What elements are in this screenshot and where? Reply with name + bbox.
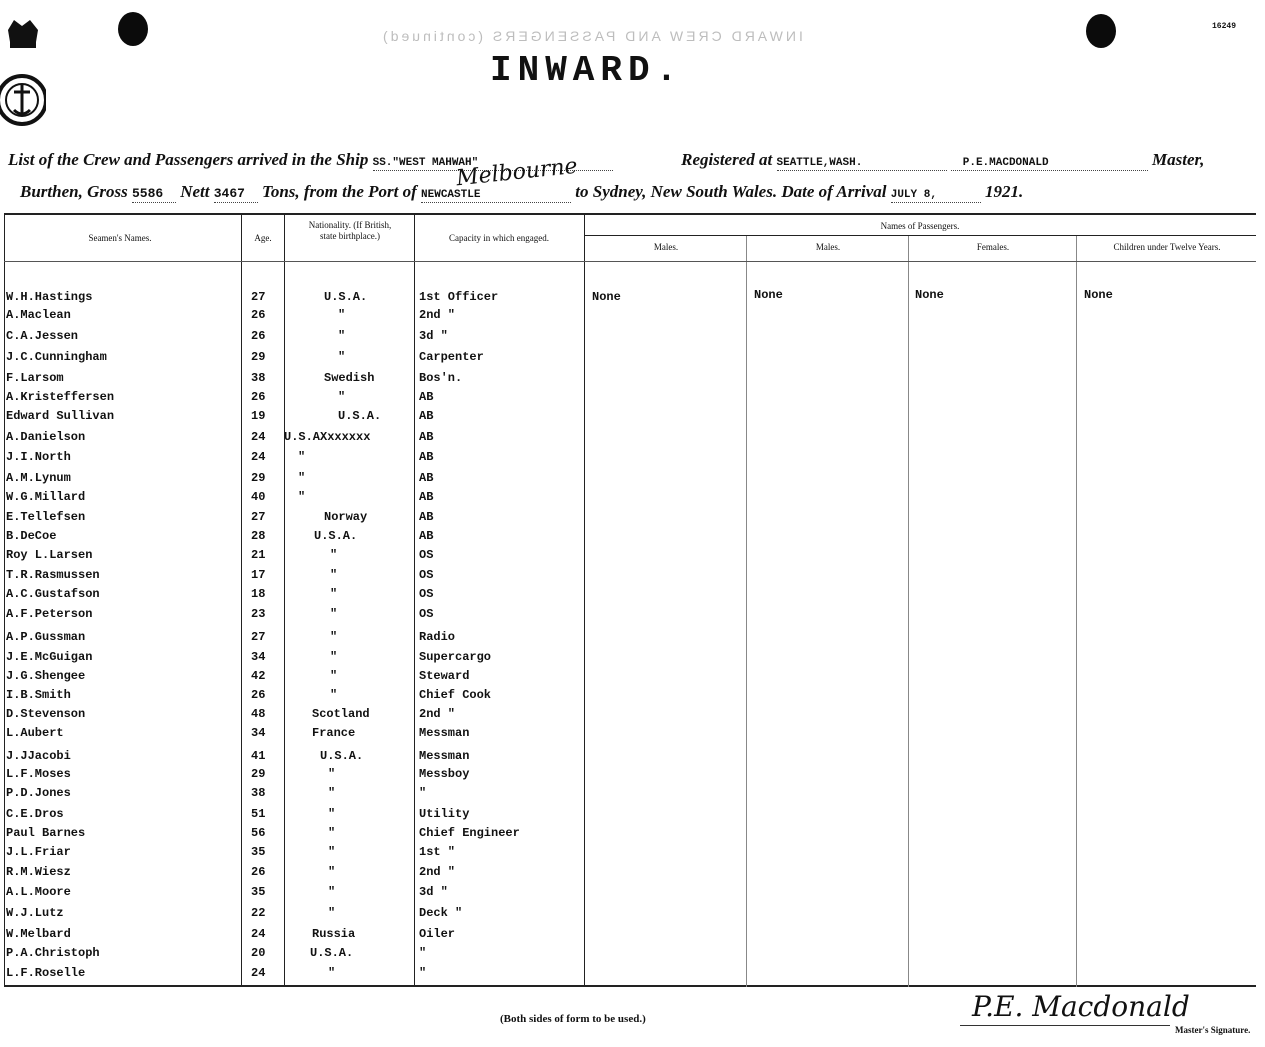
crew-capacity: Chief Cook [419,688,492,702]
crew-age: 38 [251,786,266,800]
crew-capacity: OS [419,607,434,621]
crew-capacity: Chief Engineer [419,826,520,840]
crew-name: F.Larsom [6,371,64,385]
crew-name: Roy L.Larsen [6,548,93,562]
header-line-2 [20,182,1260,203]
crew-age: 26 [251,308,266,322]
crew-age: 29 [251,767,266,781]
page-title: INWARD. [490,50,684,91]
crew-age: 24 [251,450,266,464]
crew-name: A.M.Lynum [6,471,71,485]
crew-capacity: AB [419,409,434,423]
crew-name: C.A.Jessen [6,329,79,343]
master-label: Master, [1152,150,1205,169]
crew-nationality: " [298,450,306,464]
crew-nationality: Russia [312,927,356,941]
crew-name: A.F.Peterson [6,607,93,621]
crew-nationality: " [330,630,338,644]
destination-label: to Sydney, New South Wales. [575,182,778,201]
crew-capacity: OS [419,568,434,582]
passengers-males-2: None [754,288,783,302]
crew-capacity: 3d " [419,329,448,343]
crew-name: W.J.Lutz [6,906,64,920]
crew-nationality: " [298,490,306,504]
crew-name: J.E.McGuigan [6,650,93,664]
crew-age: 27 [251,630,266,644]
crew-nationality: " [330,650,338,664]
crew-name: L.F.Moses [6,767,71,781]
crew-name: C.E.Dros [6,807,64,821]
crew-name: J.I.North [6,450,71,464]
list-label: List of the Crew and Passengers arrived in the Ship [8,150,369,169]
col-header-nationality: Nationality. (If British, state birthplace.) [308,220,392,241]
crew-capacity: " [419,946,427,960]
crew-age: 29 [251,350,266,364]
passengers-subheader-rule [584,235,1256,236]
crew-nationality: U.S.A. [310,946,354,960]
crew-nationality: Swedish [324,371,375,385]
crew-name: E.Tellefsen [6,510,86,524]
col-header-females: Females. [976,242,1010,252]
crew-nationality: " [328,966,336,980]
crew-age: 42 [251,669,266,683]
gross-tons: 5586 [131,186,164,201]
column-rule-passengers [584,213,585,987]
crew-name: J.JJacobi [6,749,71,763]
crew-age: 35 [251,845,266,859]
col-header-passengers: Names of Passengers. [880,221,960,231]
crew-age: 20 [251,946,266,960]
column-rule-capacity [414,213,415,987]
crew-name: J.L.Friar [6,845,71,859]
crew-capacity: OS [419,587,434,601]
crew-name: A.Danielson [6,430,86,444]
crew-capacity: AB [419,490,434,504]
crew-nationality: " [338,350,346,364]
crew-age: 26 [251,329,266,343]
punch-hole-right [1086,14,1116,48]
crew-nationality: " [328,826,336,840]
crew-age: 56 [251,826,266,840]
crew-name: L.Aubert [6,726,64,740]
crew-name: J.G.Shengee [6,669,86,683]
crew-nationality: " [328,845,336,859]
year-prefix: 19 [984,182,1002,201]
crew-nationality: " [338,390,346,404]
column-rule-children [1076,236,1077,987]
crew-nationality: " [328,906,336,920]
form-number: 16249 [1212,22,1237,31]
crew-age: 40 [251,490,266,504]
crew-nationality: Norway [324,510,368,524]
crew-capacity: AB [419,450,434,464]
crew-age: 28 [251,529,266,543]
registered-at: SEATTLE,WASH. [776,157,863,169]
table-left-rule [4,213,5,987]
crown-seal-icon [0,12,46,142]
crew-name: A.C.Gustafson [6,587,100,601]
passengers-males-1: None [592,290,621,304]
handwritten-port: Melbourne [455,153,579,192]
crew-age: 35 [251,885,266,899]
crew-name: A.P.Gussman [6,630,86,644]
crew-nationality: " [328,865,336,879]
crew-capacity: 3d " [419,885,448,899]
passengers-females: None [915,288,944,302]
crew-age: 29 [251,471,266,485]
col-header-males-1: Males. [653,242,679,252]
header-line-1 [8,150,1258,171]
col-header-age: Age. [254,233,272,243]
crew-age: 24 [251,927,266,941]
crew-capacity: 2nd " [419,308,456,322]
crew-nationality: " [338,308,346,322]
crew-age: 48 [251,707,266,721]
col-header-children: Children under Twelve Years. [1113,242,1221,252]
crew-capacity: AB [419,529,434,543]
crew-nationality: U.S.A. [338,409,382,423]
crew-nationality: " [330,607,338,621]
crew-capacity: Deck " [419,906,463,920]
crew-nationality: " [330,548,338,562]
crew-age: 24 [251,966,266,980]
crew-name: P.D.Jones [6,786,71,800]
crew-nationality: " [298,471,306,485]
registered-label: Registered at [681,150,773,169]
crew-capacity: 1st " [419,845,456,859]
crew-name: D.Stevenson [6,707,86,721]
column-rule-males2 [746,236,747,987]
crew-nationality: " [328,767,336,781]
passengers-children: None [1084,288,1113,302]
crew-capacity: " [419,966,427,980]
crew-age: 38 [251,371,266,385]
crew-nationality: U.S.A. [320,749,364,763]
crew-capacity: AB [419,390,434,404]
crew-age: 24 [251,430,266,444]
crew-capacity: Steward [419,669,470,683]
crew-name: A.Maclean [6,308,71,322]
crew-nationality: " [330,669,338,683]
crew-name: A.Kristeffersen [6,390,115,404]
crew-capacity: Radio [419,630,456,644]
crew-name: W.H.Hastings [6,290,93,304]
crew-nationality: " [328,807,336,821]
crew-nationality: " [328,885,336,899]
crew-capacity: 1st Officer [419,290,499,304]
crew-capacity: OS [419,548,434,562]
crew-nationality: U.S.AXxxxxxx [284,430,371,444]
nett-tons: 3467 [213,186,245,201]
col-header-males-2: Males. [815,242,841,252]
crew-capacity: Oiler [419,927,456,941]
nett-label: Nett [180,182,210,201]
signature-label: Master's Signature. [1175,1025,1251,1035]
crew-age: 18 [251,587,266,601]
col-header-names: Seamen's Names. [88,233,152,243]
crew-age: 26 [251,865,266,879]
crew-age: 27 [251,290,266,304]
crew-name: Paul Barnes [6,826,86,840]
crew-nationality: " [330,568,338,582]
master-signature: P.E. Macdonald [972,990,1190,1023]
ship-name: SS."WEST MAHWAH" [372,157,479,169]
burthen-label: Burthen, Gross [20,182,128,201]
crew-age: 34 [251,650,266,664]
crew-age: 22 [251,906,266,920]
crew-nationality: U.S.A. [314,529,358,543]
crew-name: J.C.Cunningham [6,350,107,364]
bleed-through-header: INWARD CREW AND PASSENGERS (continued) [380,28,803,44]
crew-age: 27 [251,510,266,524]
arrival-label: Date of Arrival [781,182,887,201]
port-of-departure: NEWCASTLE [421,189,481,201]
crew-nationality: Scotland [312,707,370,721]
crew-age: 17 [251,568,266,582]
column-rule-age [241,213,242,987]
crew-nationality: U.S.A. [324,290,368,304]
crew-name: B.DeCoe [6,529,57,543]
crew-name: W.Melbard [6,927,71,941]
crew-nationality: " [338,329,346,343]
crew-age: 26 [251,390,266,404]
crew-nationality: " [330,587,338,601]
crew-capacity: AB [419,430,434,444]
master-name: P.E.MACDONALD [962,157,1049,169]
crew-name: A.L.Moore [6,885,71,899]
arrival-date: JULY 8, [890,189,937,201]
crew-nationality: " [330,688,338,702]
crew-capacity: Carpenter [419,350,484,364]
crew-capacity: AB [419,471,434,485]
crew-capacity: Utility [419,807,470,821]
tons-label: Tons, from the Port of [262,182,417,201]
crew-name: T.R.Rasmussen [6,568,100,582]
crew-nationality: France [312,726,356,740]
crew-age: 21 [251,548,266,562]
crew-capacity: " [419,786,427,800]
crew-capacity: 2nd " [419,865,456,879]
crew-capacity: AB [419,510,434,524]
crew-capacity: Messman [419,726,470,740]
punch-hole-left [118,12,148,46]
crew-name: R.M.Wiesz [6,865,71,879]
crew-age: 26 [251,688,266,702]
crew-name: Edward Sullivan [6,409,115,423]
crew-capacity: 2nd " [419,707,456,721]
crew-capacity: Messboy [419,767,470,781]
crew-age: 41 [251,749,266,763]
table-top-rule [4,213,1256,215]
column-rule-nationality [284,213,285,987]
year-suffix: 21. [1001,182,1024,201]
crew-nationality: " [328,786,336,800]
crew-age: 51 [251,807,266,821]
table-bottom-rule [4,985,1256,987]
crew-name: W.G.Millard [6,490,86,504]
form-footnote: (Both sides of form to be used.) [500,1013,646,1025]
crew-name: P.A.Christoph [6,946,100,960]
crew-age: 34 [251,726,266,740]
crew-capacity: Messman [419,749,470,763]
col-header-capacity: Capacity in which engaged. [449,233,549,243]
column-rule-females [908,236,909,987]
crew-age: 19 [251,409,266,423]
crew-name: I.B.Smith [6,688,71,702]
header-bottom-rule [4,261,1256,262]
signature-line [960,1025,1170,1026]
crew-name: L.F.Roselle [6,966,86,980]
crew-capacity: Supercargo [419,650,492,664]
crew-age: 23 [251,607,266,621]
crew-capacity: Bos'n. [419,371,463,385]
